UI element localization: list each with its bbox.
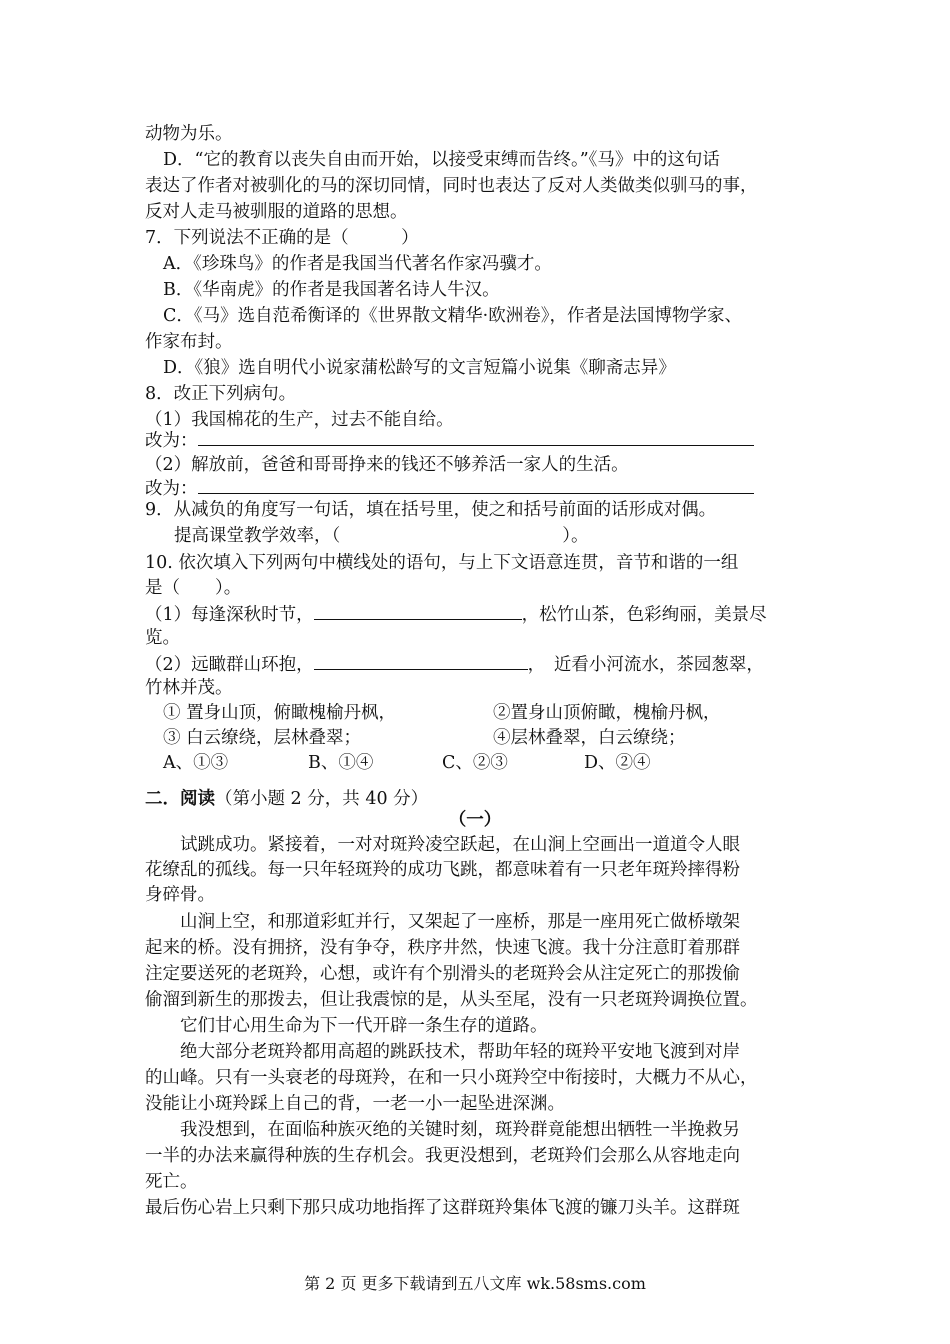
paragraph-line: 注定要送死的老斑羚，心想，或许有个别滑头的老斑羚会从注定死亡的那拨偷 [145, 964, 740, 984]
choice-3: ③ 白云缭绕，层林叠翠； [163, 728, 362, 748]
option-a: A．《珍珠鸟》的作者是我国当代著名作家冯骥才。 [163, 254, 552, 274]
paragraph-line: 绝大部分老斑羚都用高超的跳跃技术，帮助年轻的斑羚平安地飞渡到对岸 [180, 1042, 740, 1062]
answer-label: 改为： [145, 431, 198, 451]
answer-label: 改为： [145, 479, 198, 499]
text-line: 是（ ）。 [145, 578, 242, 598]
answer-blank[interactable] [198, 427, 754, 446]
option-b: B．《华南虎》的作者是我国著名诗人牛汉。 [163, 280, 500, 300]
passage-number: （一） [448, 810, 502, 830]
choice-2: ②置身山顶俯瞰，槐榆丹枫， [493, 703, 721, 723]
option-d: D．“它的教育以丧失自由而开始，以接受束缚而告终。”《马》中的这句话 [163, 150, 720, 170]
paragraph-line: 偷溜到新生的那拨去，但让我震惊的是，从头至尾，没有一只老斑羚调换位置。 [145, 990, 758, 1010]
paragraph-line: 它们甘心用生命为下一代开辟一条生存的道路。 [180, 1016, 548, 1036]
prompt-text: ， 近看小河流水，茶园葱翠， [527, 655, 764, 675]
sub-question: （2）解放前，爸爸和哥哥挣来的钱还不够养活一家人的生活。 [145, 455, 629, 475]
answer-blank[interactable] [198, 475, 754, 494]
question-9: 9．从减负的角度写一句话，填在括号里，使之和括号前面的话形成对偶。 [145, 500, 717, 520]
paragraph-line: 山涧上空，和那道彩虹并行，又架起了一座桥，那是一座用死亡做桥墩架 [180, 912, 740, 932]
answer-blank[interactable] [314, 651, 528, 670]
prompt-text: ，松竹山茶，色彩绚丽，美景尽 [521, 605, 767, 625]
prompt-text: （1）每逢深秋时节， [145, 605, 314, 625]
text-line: 表达了作者对被驯化的马的深切同情，同时也表达了反对人类做类似驯马的事， [145, 176, 758, 196]
paragraph-line: 我没想到，在面临种族灭绝的关键时刻，斑羚群竟能想出牺牲一半挽救另 [180, 1120, 740, 1140]
answer-blank[interactable] [314, 601, 522, 620]
option-c: C．《马》选自范希衡译的《世界散文精华·欧洲卷》，作者是法国博物学家、 [163, 306, 742, 326]
paragraph-line: 花缭乱的孤线。每一只年轻斑羚的成功飞跳，都意味着有一只老年斑羚摔得粉 [145, 860, 740, 880]
answer-line [145, 427, 754, 453]
fill-line [145, 651, 764, 677]
question-7: 7．下列说法不正确的是（ ） [145, 228, 419, 248]
text-line: 竹林并茂。 [145, 678, 233, 698]
option-d: D．《狼》选自明代小说家蒲松龄写的文言短篇小说集《聊斋志异》 [163, 358, 676, 378]
choice-4: ④层林叠翠，白云缭绕； [493, 728, 686, 748]
text-line: 览。 [145, 628, 180, 648]
prompt-text: 提高课堂教学效率，（ [174, 526, 341, 546]
sub-question: （1）我国棉花的生产，过去不能自给。 [145, 410, 454, 430]
question-10: 10. 依次填入下列两句中横线处的语句，与上下文语意连贯，音节和谐的一组 [145, 553, 739, 573]
choice-1: ① 置身山顶，俯瞰槐榆丹枫， [163, 703, 397, 723]
paragraph-line: 一半的办法来赢得种族的生存机会。我更没想到，老斑羚们会那么从容地走向 [145, 1146, 740, 1166]
option-d: D、②④ [584, 753, 651, 773]
paragraph-line: 试跳成功。紧接着，一对对斑羚凌空跃起，在山涧上空画出一道道令人眼 [180, 835, 740, 855]
paragraph-line: 最后伤心岩上只剩下那只成功地指挥了这群斑羚集体飞渡的镰刀头羊。这群斑 [145, 1198, 740, 1218]
paragraph-line: 的山峰。只有一头衰老的母斑羚，在和一只小斑羚空中衔接时，大概力不从心， [145, 1068, 758, 1088]
section-title: 二．阅读 [145, 789, 215, 809]
option-c: C、②③ [442, 753, 508, 773]
paragraph-line: 起来的桥。没有拥挤，没有争夺，秩序井然，快速飞渡。我十分注意盯着那群 [145, 938, 740, 958]
text-line: 作家布封。 [145, 332, 233, 352]
bracket-close: ）。 [562, 526, 589, 546]
fill-line [145, 601, 767, 627]
option-b: B、①④ [308, 753, 374, 773]
page-footer: 第 2 页 更多下载请到五八文库 wk.58sms.com [304, 1274, 646, 1293]
paragraph-line: 身碎骨。 [145, 885, 215, 905]
paragraph-line: 没能让小斑羚踩上自己的背，一老一小一起坠进深渊。 [145, 1094, 565, 1114]
text-line: 反对人走马被驯服的道路的思想。 [145, 202, 408, 222]
section-score: （第小题 2 分，共 40 分） [215, 789, 429, 809]
paragraph-line: 死亡。 [145, 1172, 198, 1192]
question-8: 8．改正下列病句。 [145, 384, 297, 404]
text-line: 动物为乐。 [145, 124, 233, 144]
fill-line [174, 524, 589, 548]
prompt-text: （2）远瞰群山环抱， [145, 655, 314, 675]
option-a: A、①③ [163, 753, 229, 773]
